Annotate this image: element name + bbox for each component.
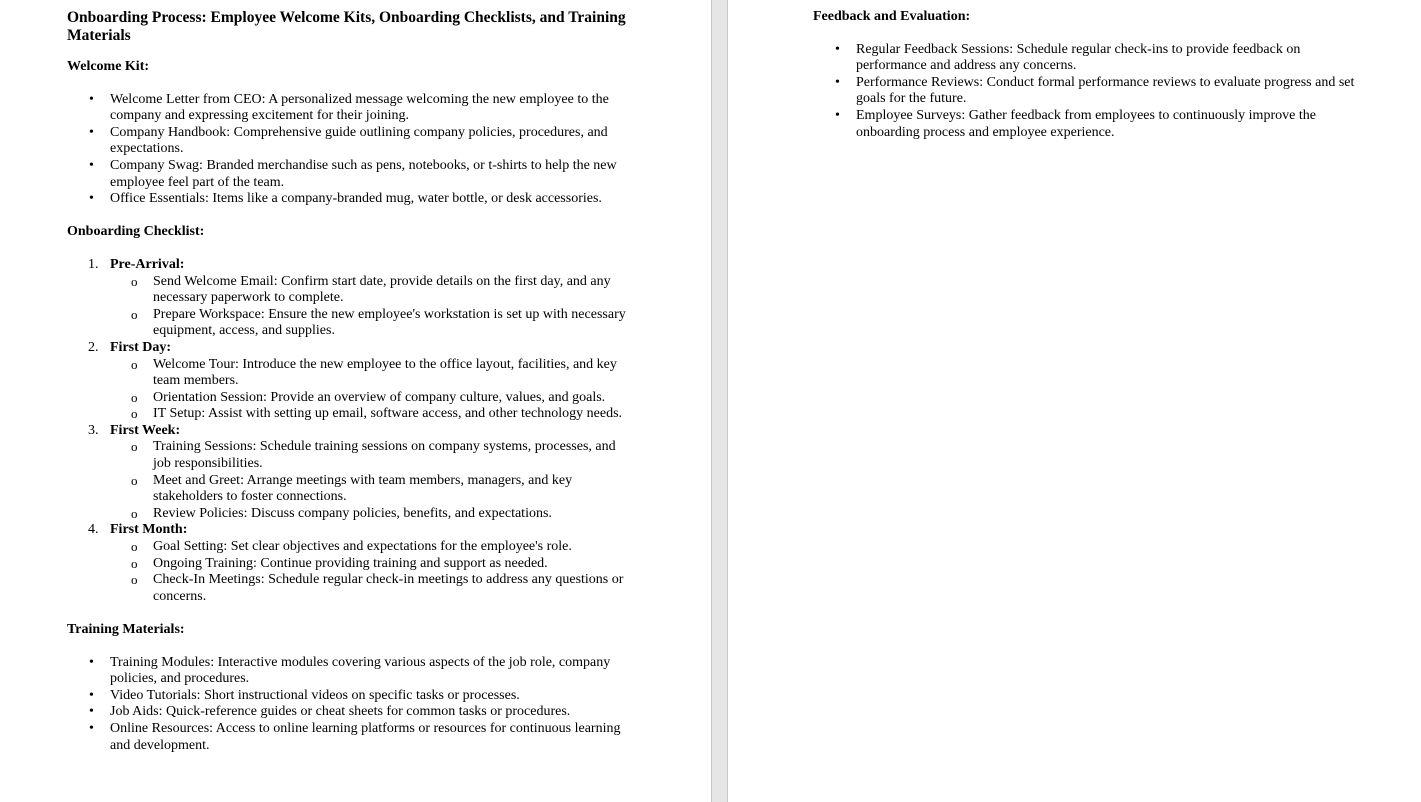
bullet-icon: • xyxy=(89,720,94,736)
list-item: o Training Sessions: Schedule training sessions on company systems, processes, and job responsibilities. xyxy=(131,439,616,472)
list-item: o Ongoing Training: Continue providing training and support as needed. xyxy=(131,555,548,571)
list-item: o Prepare Workspace: Ensure the new employee's workstation is set up with necessary equipment, access, and supplies. xyxy=(131,306,626,339)
training-materials-heading: Training Materials: xyxy=(67,622,185,637)
circle-bullet-icon: o xyxy=(131,306,138,322)
list-item: o Goal Setting: Set clear objectives and expectations for the employee's role. xyxy=(131,539,572,555)
bullet-icon: • xyxy=(89,191,94,207)
bullet-icon: • xyxy=(89,157,94,173)
list-item: • Job Aids: Quick-reference guides or cheat sheets for common tasks or procedures. xyxy=(89,704,571,720)
step-title: First Week: xyxy=(110,422,181,438)
document-title: Onboarding Process: Employee Welcome Kits, Onboarding Checklists, and Training Materials xyxy=(67,9,626,44)
page-content xyxy=(813,9,1373,141)
step-number: 4. xyxy=(88,522,99,538)
circle-bullet-icon: o xyxy=(131,439,138,455)
list-item: • Company Handbook: Comprehensive guide outlining company policies, procedures, and expectations. xyxy=(89,124,608,157)
circle-bullet-icon: o xyxy=(131,273,138,289)
circle-bullet-icon: o xyxy=(131,356,138,372)
checklist-step-first-month xyxy=(67,522,627,605)
bullet-icon: • xyxy=(89,654,94,670)
list-item: o Orientation Session: Provide an overview of company culture, values, and goals. xyxy=(131,389,606,405)
bullet-icon: • xyxy=(835,41,840,57)
list-item: • Office Essentials: Items like a company-branded mug, water bottle, or desk accessories. xyxy=(89,191,602,207)
list-item: o Meet and Greet: Arrange meetings with team members, managers, and key stakeholders to foster connections. xyxy=(131,472,573,505)
circle-bullet-icon: o xyxy=(131,389,138,405)
list-item: o Check-In Meetings: Schedule regular check-in meetings to address any questions or concerns. xyxy=(131,572,624,604)
page-content xyxy=(67,9,627,754)
bullet-icon: • xyxy=(89,687,94,703)
step-number: 3. xyxy=(88,422,99,438)
page-gutter xyxy=(711,0,728,802)
checklist-step-first-week xyxy=(67,423,627,523)
list-item: o Welcome Tour: Introduce the new employee to the office layout, facilities, and key team members. xyxy=(131,356,617,389)
feedback-evaluation-heading: Feedback and Evaluation: xyxy=(813,9,971,24)
training-materials-list xyxy=(67,655,627,755)
list-item: • Training Modules: Interactive modules covering various aspects of the job role, company policies, and procedures. xyxy=(89,654,611,687)
bullet-icon: • xyxy=(89,704,94,720)
list-item: • Online Resources: Access to online learning platforms or resources for continuous learning and development. xyxy=(89,720,621,753)
list-item: o Review Policies: Discuss company policies, benefits, and expectations. xyxy=(131,505,552,521)
list-item: o Send Welcome Email: Confirm start date, provide details on the first day, and any necessary paperwork to complete. xyxy=(131,273,611,306)
welcome-kit-list xyxy=(67,92,627,208)
onboarding-checklist-heading: Onboarding Checklist: xyxy=(67,224,205,240)
checklist-step-pre-arrival xyxy=(67,257,627,340)
step-title: First Month: xyxy=(110,522,188,538)
list-item: • Welcome Letter from CEO: A personalized message welcoming the new employee to the company and expressing excitement for their joining. xyxy=(89,91,609,124)
list-item: • Performance Reviews: Conduct formal performance reviews to evaluate progress and set goals for the future. xyxy=(835,74,1355,107)
list-item: • Company Swag: Branded merchandise such as pens, notebooks, or t-shirts to help the new employee feel part of the team. xyxy=(89,157,617,190)
list-item: • Video Tutorials: Short instructional videos on specific tasks or processes. xyxy=(89,687,520,703)
onboarding-checklist xyxy=(67,257,627,605)
list-item: o IT Setup: Assist with setting up email, software access, and other technology needs. xyxy=(131,406,623,422)
circle-bullet-icon: o xyxy=(131,406,138,422)
list-item: • Employee Surveys: Gather feedback from employees to continuously improve the onboarding process and employee experience. xyxy=(835,107,1316,140)
circle-bullet-icon: o xyxy=(131,505,138,521)
circle-bullet-icon: o xyxy=(131,555,138,571)
document-page-right xyxy=(728,0,1421,802)
circle-bullet-icon: o xyxy=(131,472,138,488)
bullet-icon: • xyxy=(835,74,840,90)
checklist-step-first-day xyxy=(67,340,627,423)
step-title: Pre-Arrival: xyxy=(110,256,185,272)
bullet-icon: • xyxy=(835,107,840,123)
welcome-kit-heading: Welcome Kit: xyxy=(67,59,150,74)
step-title: First Day: xyxy=(110,339,172,355)
step-number: 1. xyxy=(88,256,99,272)
bullet-icon: • xyxy=(89,124,94,140)
step-number: 2. xyxy=(88,339,99,355)
list-item: • Regular Feedback Sessions: Schedule regular check-ins to provide feedback on performance and address any concerns. xyxy=(835,41,1301,74)
circle-bullet-icon: o xyxy=(131,572,138,588)
circle-bullet-icon: o xyxy=(131,539,138,555)
feedback-evaluation-list xyxy=(813,42,1373,142)
bullet-icon: • xyxy=(89,91,94,107)
